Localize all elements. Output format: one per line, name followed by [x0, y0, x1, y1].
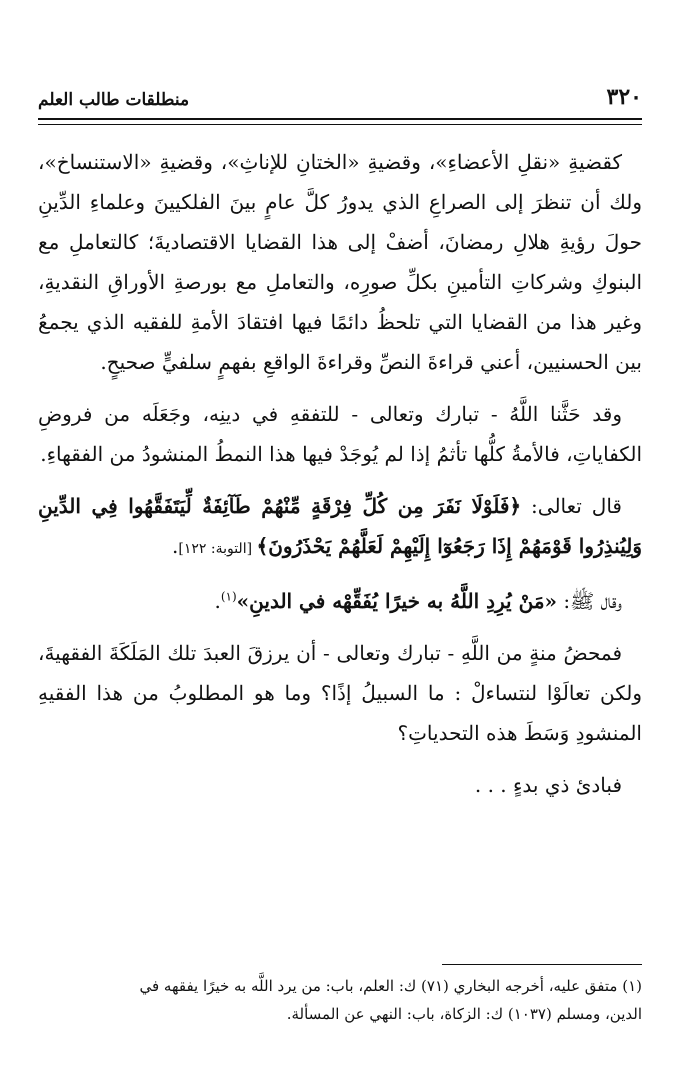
paragraph-6: فبادئ ذي بدءٍ . . .	[474, 773, 622, 797]
verse-reference: [التوبة: ١٢٢]	[178, 541, 257, 557]
running-header	[38, 80, 642, 110]
main-text	[38, 142, 642, 805]
paragraph-1: كقضيةِ «نقلِ الأعضاءِ»، وقضيةِ «الختانِ للإناثِ»، وقضيةِ «الاستنساخ»، ولك أن تنظرَ إلى الصراعِ الذي يدورُ كلَّ عامٍ بينَ الفلكيينَ وعلماءِ الدِّينِ حولَ رؤيةِ هلالِ رمضانَ، أضفْ إلى هذا القضايا الاقتصاديةَ؛ كالتعاملِ مع البنوكِ وشركاتِ التأمينِ بكلِّ صورِه، والتعاملِ مع بورصةِ الأوراقِ النقديةِ، وغير هذا من القضايا التي تلحظُ دائمًا فيها افتقادَ الأمةِ للفقيه الذي يجمعُ بين الحسنيين، أعني قراءةَ النصِّ وقراءةَ الواقعِ بفهمٍ سلفيٍّ صحيحٍ.	[38, 150, 642, 374]
paragraph-2: وقد حَثَّنا اللَّهُ - تبارك وتعالى - للتفقهِ في دينِه، وجَعَلَه من فروضِ الكفاياتِ، فالأمةُ كلُّها تأثمُ إذا لم يُوجَدْ فيها هذا النمطُ المنشودُ من الفقهاءِ.	[38, 402, 642, 466]
footnote-marker[interactable]: (١)	[220, 589, 237, 604]
quran-verse: ﴿فَلَوْلَا نَفَرَ مِن كُلِّ فِرْقَةٍ مِّنْهُمْ طَآئِفَةٌ لِّيَتَفَقَّهُوا فِي الدِّينِ وَلِيُنذِرُوا قَوْمَهُمْ إِذَا رَجَعُوٓا إِلَيْهِمْ لَعَلَّهُمْ يَحْذَرُونَ﴾	[38, 494, 642, 558]
footnotes	[38, 972, 642, 1028]
hadith-text: «مَنْ يُرِدِ اللَّهُ به خيرًا يُفَقِّهْه في الدينِ»	[236, 589, 558, 613]
paragraph-5: فمحضُ منةٍ من اللَّهِ - تبارك وتعالى - أن يرزقَ العبدَ تلك المَلَكَةَ الفقهيةَ، ولكن تعالَوْا لنتساءلْ : ما السبيلُ إذًا؟ وما هو المطلوبُ من هذا الفقيهِ المنشودِ وَسَطَ هذه التحدياتِ؟	[38, 641, 642, 745]
verse-end: .	[172, 534, 179, 558]
footnote-separator	[442, 964, 642, 965]
paragraph-hadith-quote	[38, 581, 642, 621]
running-title: منطلقات طالب العلم	[38, 90, 190, 110]
hadith-end: .	[214, 589, 221, 613]
hadith-intro: وقال ﷺ:	[557, 589, 622, 613]
footnote-1-line-2: الدين، ومسلم (١٠٣٧) ك: الزكاة، باب: النهي عن المسألة.	[286, 1005, 642, 1023]
header-rule-thick	[38, 118, 642, 120]
paragraph-quran-quote	[38, 486, 642, 569]
header-rule-thin	[38, 124, 642, 125]
page-number: ٣٢٠	[606, 84, 642, 110]
quote-intro: قال تعالى:	[521, 494, 622, 518]
footnote-1-line-1: (١) متفق عليه، أخرجه البخاري (٧١) ك: العلم، باب: من يرد اللَّه به خيرًا يفقهه في	[139, 977, 642, 995]
